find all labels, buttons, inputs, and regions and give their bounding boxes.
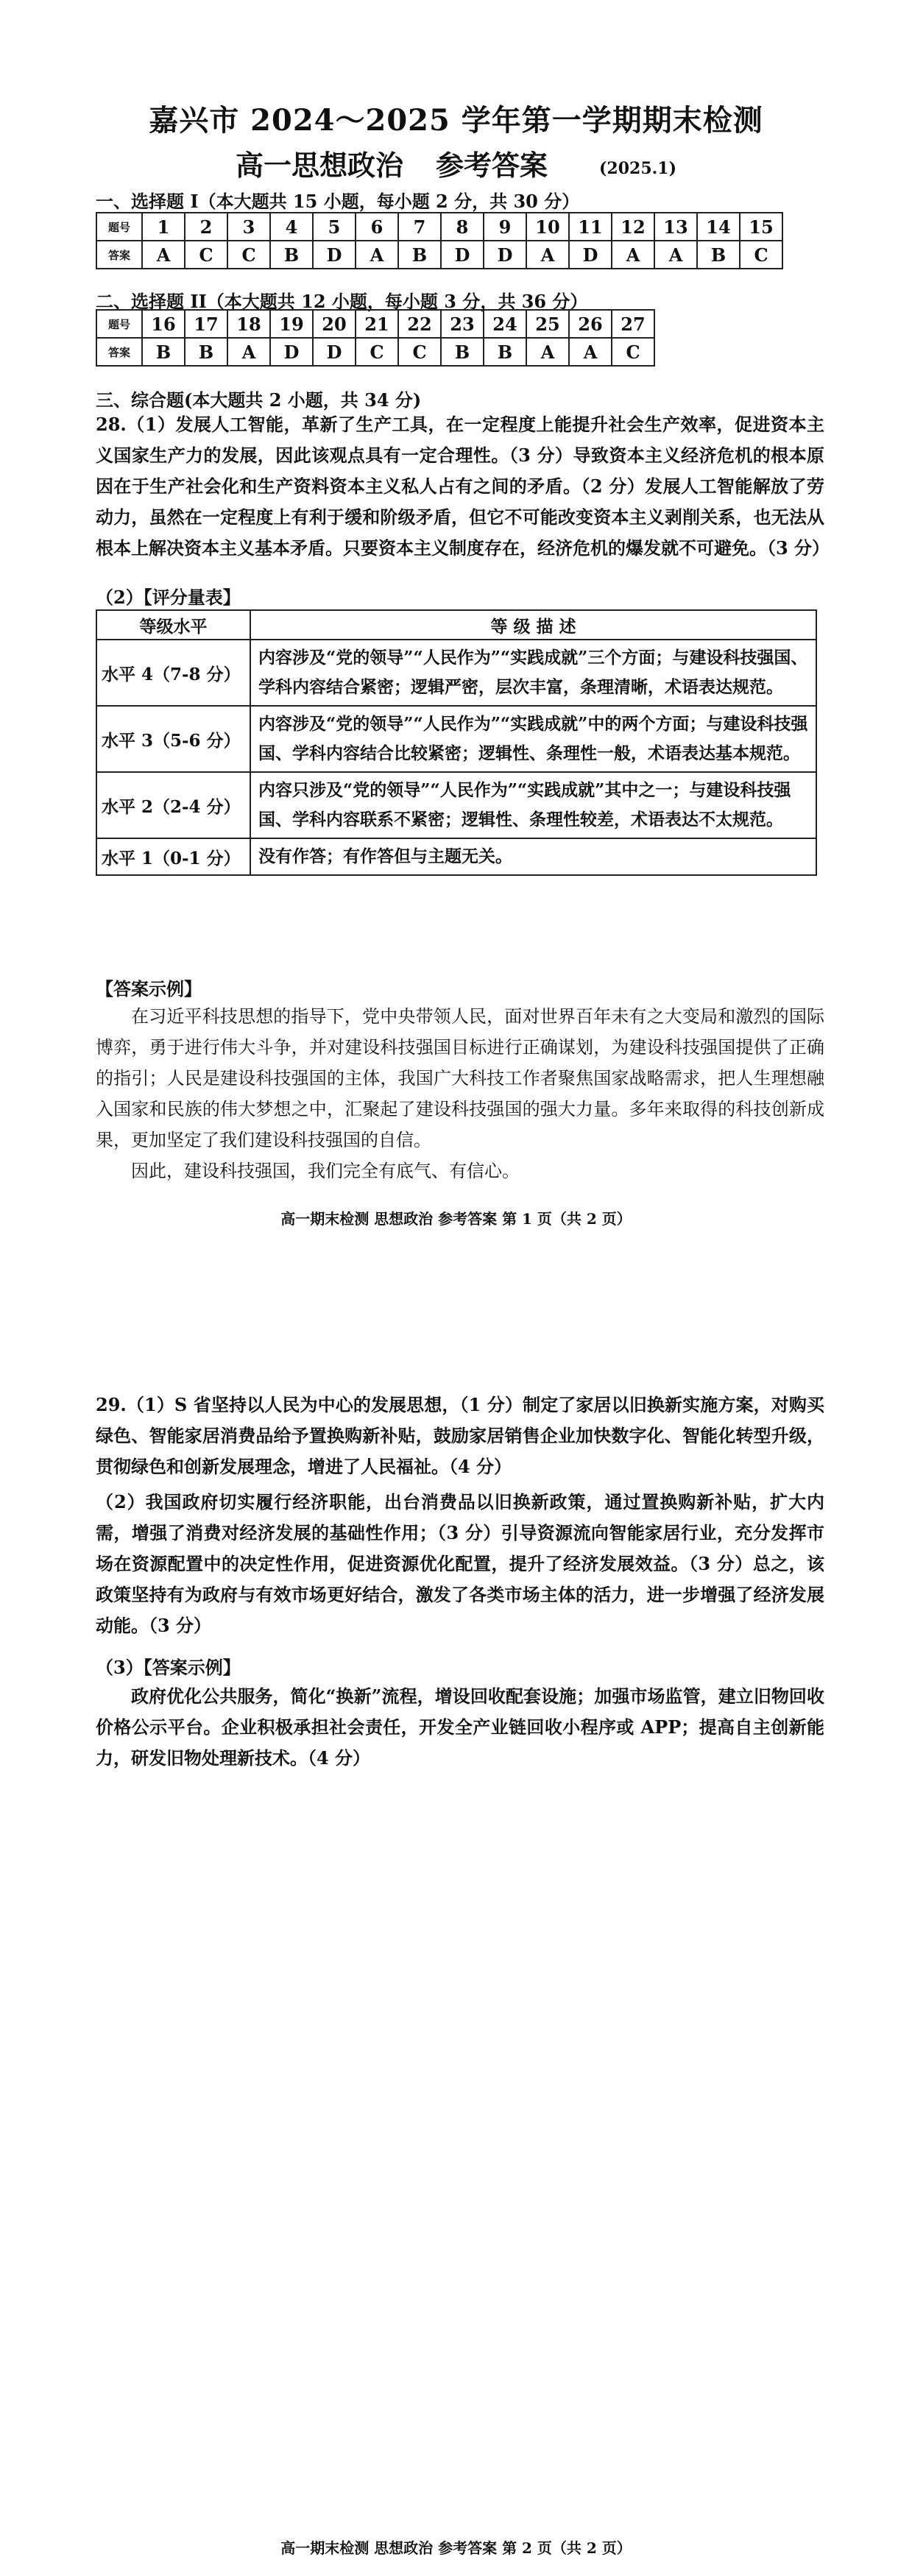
answer-cell: C — [227, 241, 270, 269]
answer-cell: C — [398, 338, 441, 366]
answer-cell: B — [398, 241, 441, 269]
q28-example-paragraph-1: 在习近平科技思想的指导下，党中央带领人民，面对世界百年未有之大变局和激烈的国际博弈，勇于进行伟大斗争，并对建设科技强国目标进行正确谋划，为建设科技强国提供了正确的指引；人民是建设科技强国的主体，我国广大科技工作者聚焦国家战略需求，把人生理想融入国家和民族的伟大梦想之中，汇聚起了建设科技强国的强大力量。多年来取得的科技创新成果，更加坚定了我们建设科技强国的自信。 — [96, 1006, 824, 1150]
answer-cell: D — [270, 338, 313, 366]
question-number: 1 — [142, 213, 185, 241]
answer-table-1 — [96, 212, 783, 269]
section-2-heading: 二、选择题 II（本大题共 12 小题，每小题 3 分，共 36 分） — [96, 291, 588, 312]
answer-cell: A — [654, 241, 697, 269]
question-number: 12 — [612, 213, 654, 241]
question-number: 16 — [142, 310, 185, 338]
rubric-description: 内容涉及“党的领导”“人民作为”“实践成就”三个方面；与建设科技强国、学科内容结合紧密；逻辑严密，层次丰富，条理清晰，术语表达规范。 — [250, 640, 816, 706]
question-number: 24 — [484, 310, 526, 338]
page-footer: 高一期末检测 思想政治 参考答案 第 1 页（共 2 页） — [280, 1210, 632, 1228]
answer-cell: A — [356, 241, 398, 269]
answer-cell: C — [740, 241, 782, 269]
answer-cell: D — [569, 241, 612, 269]
answer-cell: C — [185, 241, 227, 269]
doc-type-label: 参考答案 — [435, 149, 548, 182]
answer-cell: C — [612, 338, 654, 366]
document-title: 嘉兴市 2024～2025 学年第一学期期末检测 — [149, 103, 763, 138]
question-number: 4 — [270, 213, 313, 241]
q29-part1-answer: 29.（1）S 省坚持以人民为中心的发展思想，（1 分）制定了家居以旧换新实施方案，对购买绿色、智能家居消费品给予置换购新补贴，鼓励家居销售企业加快数字化、智能化转型升级，贯彻绿色和创新发展理念，增进了人民福祉。（4 分） — [96, 1394, 824, 1477]
question-number: 2 — [185, 213, 227, 241]
section-3-heading: 三、综合题(本大题共 2 小题，共 34 分) — [96, 389, 422, 411]
question-number: 25 — [526, 310, 569, 338]
column-header-description: 等 级 描 述 — [250, 610, 816, 640]
page-1 — [0, 0, 912, 1251]
answer-cell: B — [441, 338, 484, 366]
q28-part1-answer: 28.（1）发展人工智能，革新了生产工具，在一定程度上能提升社会生产效率，促进资本主义国家生产力的发展，因此该观点具有一定合理性。（3 分）导致资本主义经济危机的根本原因在于生产社会化和生产资料资本主义私人占有之间的矛盾。（2 分）发展人工智能解放了劳动力，虽然在一定程度上有利于缓和阶级矛盾，但它不可能改变资本主义剥削关系，也无法从根本上解决资本主义基本矛盾。只要资本主义制度存在，经济危机的爆发就不可避免。（3 分） — [96, 414, 830, 559]
question-number: 13 — [654, 213, 697, 241]
page-footer: 高一期末检测 思想政治 参考答案 第 2 页（共 2 页） — [280, 2539, 632, 2557]
answer-cell: A — [526, 338, 569, 366]
q29-part2-answer: （2）我国政府切实履行经济职能，出台消费品以旧换新政策，通过置换购新补贴，扩大内需，增强了消费对经济发展的基础性作用；（3 分）引导资源流向智能家居行业，充分发挥市场在资源配置中的决定性作用，促进资源优化配置，提升了经济发展效益。（3 分）总之，该政策坚持有为政府与有效市场更好结合，激发了各类市场主体的活力，进一步增强了经济发展动能。（3 分） — [96, 1491, 824, 1636]
answer-table-2 — [96, 309, 655, 367]
document-subtitle — [0, 143, 912, 183]
rubric-level: 水平 4（7-8 分） — [96, 640, 250, 706]
answer-cell: D — [441, 241, 484, 269]
table-row — [96, 838, 816, 875]
column-header-level: 等级水平 — [96, 610, 250, 640]
rubric-description: 内容涉及“党的领导”“人民作为”“实践成就”中的两个方面；与建设科技强国、学科内容结合比较紧密；逻辑性、条理性一般，术语表达基本规范。 — [250, 706, 816, 772]
answer-cell: A — [612, 241, 654, 269]
answer-cell: D — [484, 241, 526, 269]
question-number: 6 — [356, 213, 398, 241]
q29-part3-label: （3）【答案示例】 — [96, 1657, 241, 1678]
row-label: 题号 — [96, 310, 142, 338]
row-label: 答案 — [96, 338, 142, 366]
table-row — [96, 610, 816, 640]
table-row — [96, 310, 654, 338]
rubric-level: 水平 3（5-6 分） — [96, 706, 250, 772]
page-2 — [0, 1325, 912, 2576]
answer-cell: B — [697, 241, 740, 269]
question-number: 11 — [569, 213, 612, 241]
answer-cell: A — [526, 241, 569, 269]
q28-example-label: 【答案示例】 — [96, 978, 202, 999]
answer-cell: A — [227, 338, 270, 366]
exam-code: (2025.1) — [599, 158, 677, 178]
question-number: 23 — [441, 310, 484, 338]
answer-cell: B — [270, 241, 313, 269]
question-number: 22 — [398, 310, 441, 338]
row-label: 答案 — [96, 241, 142, 269]
rubric-description: 内容只涉及“党的领导”“人民作为”“实践成就”其中之一；与建设科技强国、学科内容联系不紧密；逻辑性、条理性较差，术语表达不太规范。 — [250, 772, 816, 838]
rubric-level: 水平 2（2-4 分） — [96, 772, 250, 838]
answer-cell: B — [484, 338, 526, 366]
question-number: 17 — [185, 310, 227, 338]
question-number: 8 — [441, 213, 484, 241]
question-number: 14 — [697, 213, 740, 241]
answer-cell: B — [185, 338, 227, 366]
question-number: 7 — [398, 213, 441, 241]
answer-cell: D — [313, 338, 356, 366]
section-1-heading: 一、选择题 I（本大题共 15 小题，每小题 2 分，共 30 分） — [96, 191, 580, 212]
question-number: 21 — [356, 310, 398, 338]
answer-cell: A — [569, 338, 612, 366]
table-row — [96, 772, 816, 838]
question-number: 15 — [740, 213, 782, 241]
question-number: 5 — [313, 213, 356, 241]
table-row — [96, 640, 816, 706]
q28-example-paragraph-2: 因此，建设科技强国，我们完全有底气、有信心。 — [131, 1161, 520, 1181]
scoring-rubric-table — [96, 609, 817, 876]
table-row — [96, 241, 782, 269]
answer-cell: A — [142, 241, 185, 269]
table-row — [96, 706, 816, 772]
answer-cell: B — [142, 338, 185, 366]
subject-label: 高一思想政治 — [235, 149, 403, 182]
rubric-description: 没有作答；有作答但与主题无关。 — [250, 838, 816, 875]
q28-part2-label: （2）【评分量表】 — [96, 587, 241, 608]
question-number: 19 — [270, 310, 313, 338]
rubric-level: 水平 1（0-1 分） — [96, 838, 250, 875]
question-number: 9 — [484, 213, 526, 241]
table-row — [96, 213, 782, 241]
question-number: 27 — [612, 310, 654, 338]
answer-cell: D — [313, 241, 356, 269]
row-label: 题号 — [96, 213, 142, 241]
question-number: 20 — [313, 310, 356, 338]
question-number: 10 — [526, 213, 569, 241]
question-number: 18 — [227, 310, 270, 338]
table-row — [96, 338, 654, 366]
q29-part3-answer: 政府优化公共服务，简化“换新”流程，增设回收配套设施；加强市场监管，建立旧物回收价格公示平台。企业积极承担社会责任，开发全产业链回收小程序或 APP；提高自主创新能力，研发旧物处理新技术。（4 分） — [96, 1685, 824, 1769]
question-number: 26 — [569, 310, 612, 338]
question-number: 3 — [227, 213, 270, 241]
answer-cell: C — [356, 338, 398, 366]
